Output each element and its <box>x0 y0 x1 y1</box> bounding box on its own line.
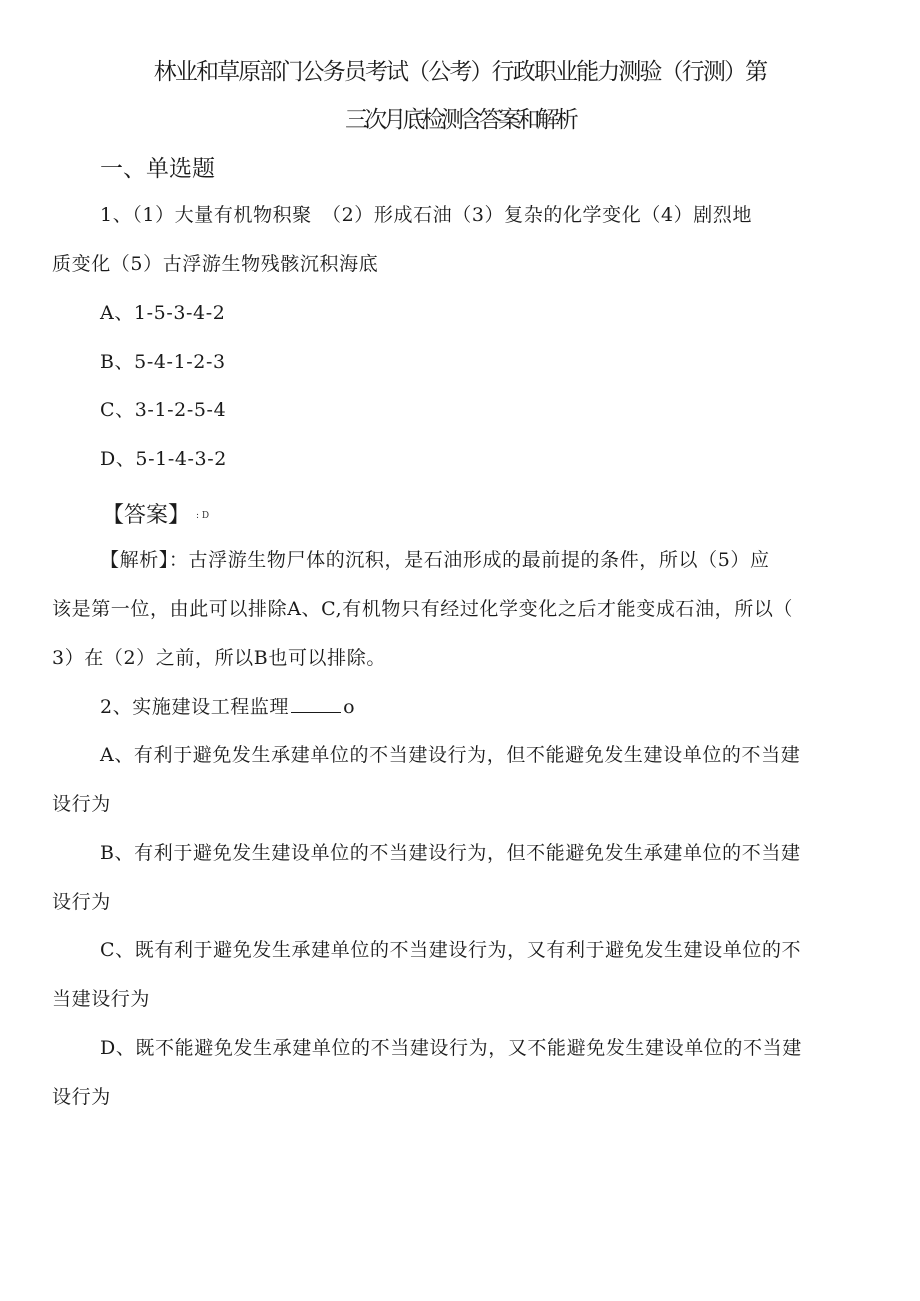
q1-answer-label: 【答案】 <box>102 503 191 528</box>
q1-option-b: B、5-4-1-2-3 <box>100 351 226 373</box>
q1-stem-line2: 质变化（5）古浮游生物残骸沉积海底 <box>52 253 379 275</box>
q1-stem-line1: 1、（1）大量有机物积聚 （2）形成石油（3）复杂的化学变化（4）剧烈地 <box>100 204 753 226</box>
q2-stem <box>100 695 355 719</box>
q1-option-a: A、1-5-3-4-2 <box>100 302 226 324</box>
q2-option-b-line1: B、有利于避免发生建设单位的不当建设行为，但不能避免发生承建单位的不当建 <box>100 842 801 864</box>
section-heading: 一、单选题 <box>100 156 215 182</box>
q2-option-c-line1: C、既有利于避免发生承建单位的不当建设行为，又有利于避免发生建设单位的不 <box>100 939 802 961</box>
q1-option-c: C、3-1-2-5-4 <box>100 399 227 421</box>
document-title-line1: 林业和草原部门公务员考试（公考）行政职业能力测验（行测）第 <box>153 59 767 85</box>
q1-answer <box>102 498 209 529</box>
q1-analysis-line1: 【解析】：古浮游生物尸体的沉积，是石油形成的最前提的条件，所以（5）应 <box>100 549 770 571</box>
q1-option-d: D、5-1-4-3-2 <box>100 448 227 470</box>
answer-blank <box>291 696 341 713</box>
q2-option-a-line2: 设行为 <box>52 793 111 815</box>
q2-option-b-line2: 设行为 <box>52 891 111 913</box>
q2-stem-prefix: 2、实施建设工程监理 <box>100 696 290 718</box>
q1-answer-value: : D <box>196 511 210 521</box>
q2-option-d-line2: 设行为 <box>52 1086 111 1108</box>
q2-option-a-line1: A、有利于避免发生承建单位的不当建设行为，但不能避免发生建设单位的不当建 <box>100 744 801 766</box>
q1-analysis-line3: 3）在（2）之前，所以B也可以排除。 <box>52 647 386 669</box>
q2-stem-suffix: o <box>343 696 356 718</box>
q2-option-d-line1: D、既不能避免发生承建单位的不当建设行为，又不能避免发生建设单位的不当建 <box>100 1037 802 1059</box>
document-title-line2: 三次月底检测含答案和解析 <box>344 107 575 133</box>
q2-option-c-line2: 当建设行为 <box>52 988 151 1010</box>
q1-analysis-line2: 该是第一位，由此可以排除A、C,有机物只有经过化学变化之后才能变成石油，所以（ <box>52 598 794 620</box>
